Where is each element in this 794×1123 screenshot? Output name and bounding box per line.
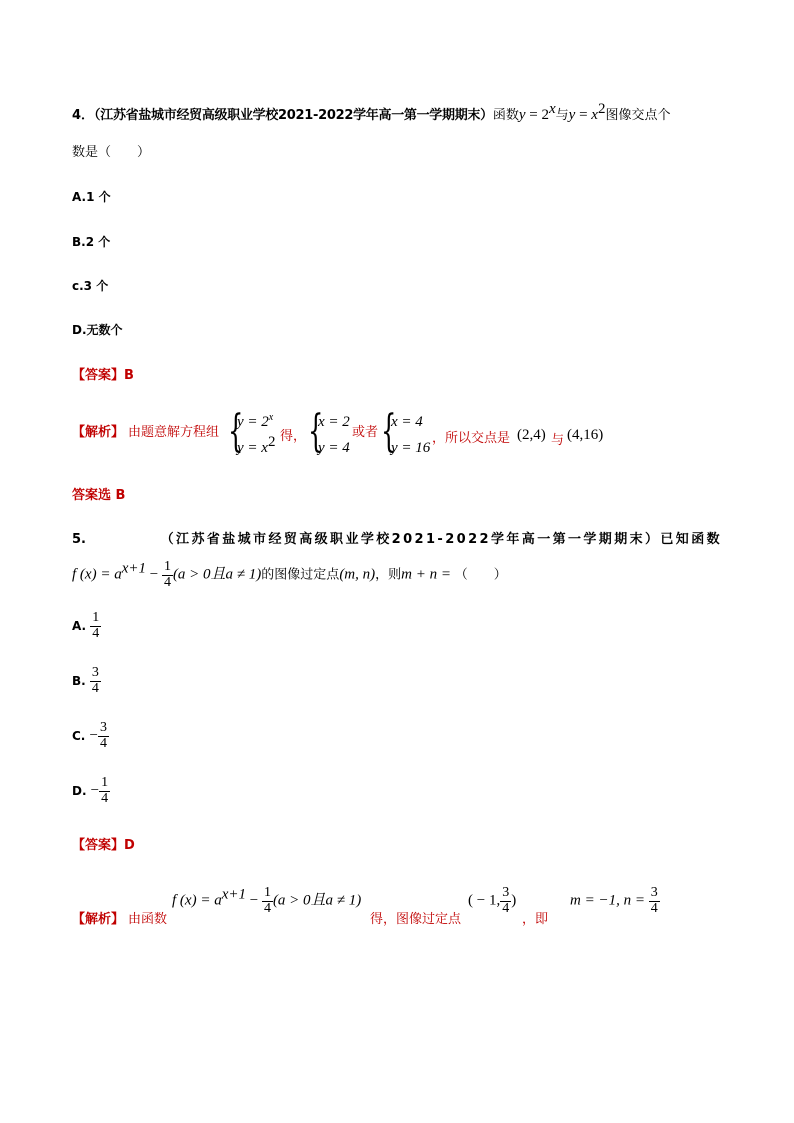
q5-option-a-fraction: $\frac{1}{4}$: [92, 610, 100, 641]
q4-f2-exp: 2: [597, 101, 606, 117]
q4-number: 4．: [72, 108, 95, 123]
q4-f1-exp: x: [548, 101, 556, 117]
q4-f1-eq: = 2: [525, 107, 549, 123]
q5-text-ji: ，即: [522, 912, 549, 927]
q5-result-fraction: $\frac{3}{4}$: [650, 885, 658, 916]
q4-line1: [72, 101, 671, 123]
q5-option-d: D. − $\frac{1}{4}$: [72, 775, 109, 806]
q5-analysis-fraction: $\frac{1}{4}$: [263, 885, 271, 916]
q5-option-c: C. − $\frac{3}{4}$: [72, 720, 107, 751]
q5-option-b-fraction: $\frac{3}{4}$: [91, 665, 99, 696]
q4-text-so: ，所以交点是: [432, 431, 511, 446]
q4-f2-lhs: y: [568, 107, 576, 123]
q4-sys3-brace: {: [381, 406, 397, 457]
q5-analysis-func: f $(x) = a^{x+1}$ − $\frac{1}{4}$ (a > 0且a ≠ 1): [172, 885, 362, 916]
q4-f2-base: x: [591, 107, 598, 123]
q4-option-d: D.无数个: [72, 323, 123, 337]
q5-func-lhs: f (x) = a: [72, 566, 122, 583]
q4-sys2-eq1: x = 2: [318, 414, 350, 430]
q4-sys1-brace: {: [228, 406, 244, 457]
q5-number: 5.: [72, 532, 86, 547]
q5-text-b: ，则: [375, 567, 402, 583]
q4-f1-lhs: y: [518, 107, 526, 123]
q5-line1: [72, 533, 722, 546]
q4-text-or: 或者: [352, 425, 379, 440]
q5-fixed-point: ( − 1, $\frac{3}{4}$ ): [468, 885, 517, 916]
q5-minus: −: [145, 566, 162, 583]
q5-answer: 【答案】D: [72, 838, 135, 853]
q5-result: m = −1, n = $\frac{3}{4}$: [570, 885, 658, 916]
q5-text-a: 的图像过定点: [261, 567, 340, 583]
q4-line2: 数是（ ）: [72, 145, 151, 160]
q4-option-c: c.3 个: [72, 279, 109, 293]
q5-option-d-fraction: $\frac{1}{4}$: [101, 775, 109, 806]
q4-text-b: 与: [555, 108, 569, 123]
q5-condition: (a > 0且a ≠ 1): [172, 566, 262, 583]
q4-text-de: 得，: [280, 429, 307, 444]
q5-mn: m + n =: [401, 566, 455, 583]
q4-choose: 答案选 B: [72, 488, 126, 503]
q4-point-1: (2,4): [517, 427, 546, 443]
q5-fixed-point-fraction: $\frac{3}{4}$: [502, 885, 510, 916]
q4-point-2: (4,16): [567, 427, 604, 443]
q4-sys1-eq1: $y = 2^x$: [237, 412, 274, 430]
q5-line2: [72, 560, 507, 590]
q5-analysis-text1: 由函数: [128, 912, 168, 927]
q4-text-and: 与: [551, 433, 565, 448]
q5-point: (m, n): [339, 566, 376, 583]
q4-sys3-eq1: x = 4: [391, 414, 423, 430]
q4-text-a: 函数: [492, 108, 519, 123]
q5-func-exp: x+1: [121, 560, 146, 577]
q5-fraction: $\frac{1}{4}$: [163, 559, 171, 590]
q5-source: （江苏省盐城市经贸高级职业学校2021-2022学年高一第一学期期末）已知函数: [160, 532, 722, 547]
q4-answer: 【答案】B: [72, 368, 134, 383]
q4-text-c: 图像交点个: [605, 108, 671, 123]
q5-text-de: 得，图像过定点: [370, 912, 462, 927]
q5-analysis-label: 【解析】: [72, 912, 125, 927]
q5-option-a: A. $\frac{1}{4}$: [72, 610, 100, 641]
q4-option-a: A.1 个: [72, 190, 111, 204]
q4-sys2-brace: {: [308, 406, 324, 457]
q4-option-b: B.2 个: [72, 235, 111, 249]
q4-source: （江苏省盐城市经贸高级职业学校2021-2022学年高一第一学期期末）: [94, 108, 493, 123]
q5-option-c-fraction: $\frac{3}{4}$: [99, 720, 107, 751]
q5-text-c: （ ）: [454, 567, 507, 583]
q4-analysis-text1: 由题意解方程组: [128, 425, 220, 440]
q4-sys2-eq2: y = 4: [318, 440, 350, 456]
q5-option-b: B. $\frac{3}{4}$: [72, 665, 99, 696]
q4-sys1-eq2: $y = x^2$: [237, 434, 276, 456]
q4-analysis-label: 【解析】: [72, 425, 125, 440]
q4-f2-eq: =: [575, 107, 592, 123]
q4-sys3-eq2: y = 16: [391, 440, 431, 456]
